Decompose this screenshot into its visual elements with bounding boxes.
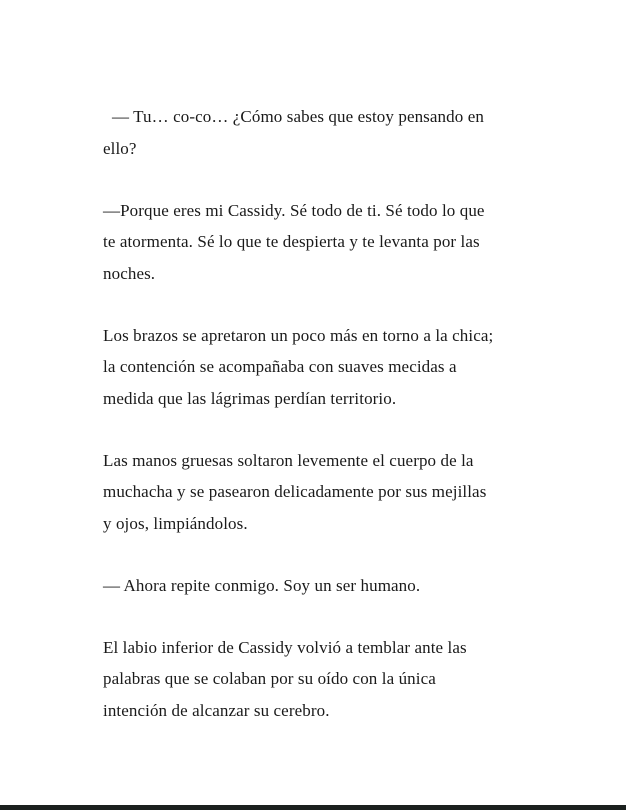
paragraph (103, 195, 528, 290)
text-line: Los brazos se apretaron un poco más en torno a la chica; (103, 325, 494, 345)
text-line: El labio inferior de Cassidy volvió a temblar ante las (103, 637, 467, 657)
text-line: ello? (103, 138, 137, 158)
text-line: — Ahora repite conmigo. Soy un ser humano. (103, 575, 421, 595)
text-line: — Tu… co-co… ¿Cómo sabes que estoy pensando en (112, 107, 484, 126)
paragraph (103, 570, 528, 602)
text-line: muchacha y se pasearon delicadamente por sus mejillas (103, 482, 487, 501)
text-line: medida que las lágrimas perdían territorio. (103, 388, 397, 408)
text-line: —Porque eres mi Cassidy. Sé todo de ti. Sé todo lo que (103, 200, 485, 220)
bottom-bar (0, 805, 626, 810)
text-line: intención de alcanzar su cerebro. (103, 700, 330, 720)
text-line: y ojos, limpiándolos. (103, 513, 248, 533)
paragraph (103, 445, 528, 540)
paragraph (103, 101, 528, 164)
paragraph (103, 632, 528, 727)
paragraph (103, 320, 528, 415)
text-line: Las manos gruesas soltaron levemente el cuerpo de la (103, 450, 474, 470)
text-line: noches. (103, 263, 156, 283)
text-line: la contención se acompañaba con suaves mecidas a (103, 357, 457, 376)
text-line: palabras que se colaban por su oído con la única (103, 669, 436, 688)
text-line: te atormenta. Sé lo que te despierta y te levanta por las (103, 232, 480, 251)
